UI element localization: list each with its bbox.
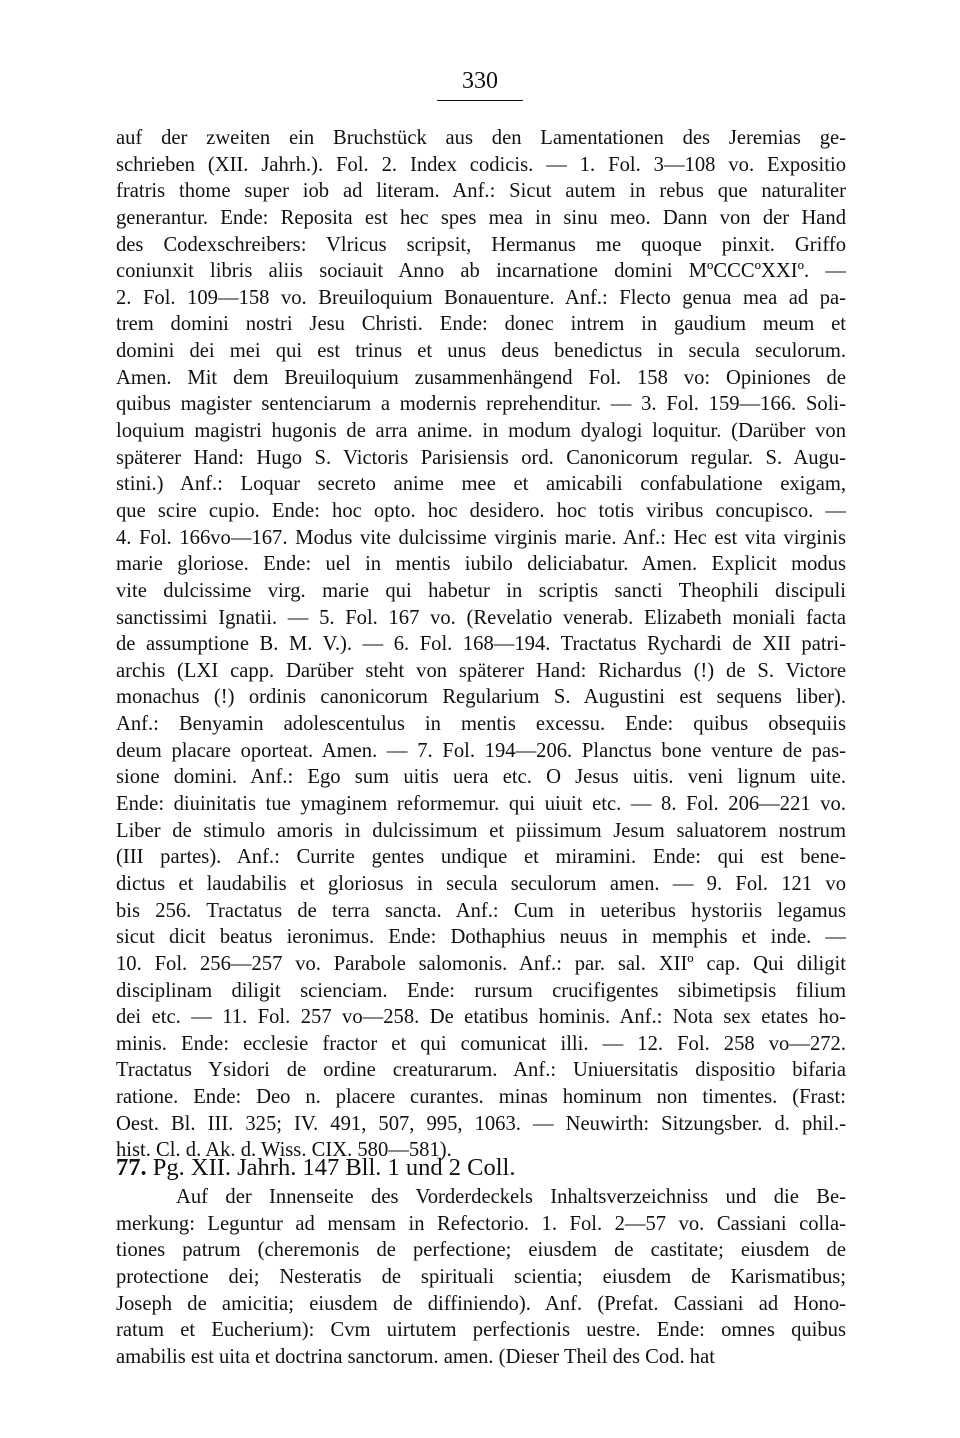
text-line: 4. Fol. 166vo—167. Modus vite dulcissime virginis marie. Anf.: Hec est vita virginis <box>116 526 846 549</box>
text-line: sione domini. Anf.: Ego sum uitis uera etc. O Jesus uitis. veni lignum uite. <box>116 766 846 789</box>
page-number: 330 <box>462 68 498 94</box>
text-line: 2. Fol. 109—158 vo. Breuiloquium Bonauenture. Anf.: Flecto genua mea ad pa- <box>116 286 846 309</box>
text-line: minis. Ende: ecclesie fractor et qui comunicat illi. — 12. Fol. 258 vo—272. <box>116 1032 846 1055</box>
text-line: tiones patrum (cheremonis de perfectione; eiusdem de castitate; eiusdem de <box>116 1239 846 1262</box>
text-line: deum placare oporteat. Amen. — 7. Fol. 194—206. Planctus bone venture de pas- <box>116 739 846 762</box>
text-line: loquium magistri hugonis de arra anime. in modum dyalogi loquitur. (Darüber von <box>116 420 846 443</box>
text-line: dictus et laudabilis et gloriosus in secula seculorum amen. — 9. Fol. 121 vo <box>116 872 846 895</box>
text-line: Tractatus Ysidori de ordine creaturarum. Anf.: Uniuersitatis dispositio bifaria <box>116 1059 846 1082</box>
text-line: quibus magister sentenciarum a modernis reprehenditur. — 3. Fol. 159—166. Soli- <box>116 393 846 416</box>
text-line: Oest. Bl. III. 325; IV. 491, 507, 995, 1063. — Neuwirth: Sitzungsber. d. phil.- <box>116 1112 846 1135</box>
text-line: Anf.: Benyamin adolescentulus in mentis excessu. Ende: quibus obsequiis <box>116 713 846 736</box>
text-line: dei etc. — 11. Fol. 257 vo—258. De etatibus hominis. Anf.: Nota sex etates ho- <box>116 1006 846 1029</box>
text-line: domini dei mei qui est trinus et unus deus benedictus in secula seculorum. <box>116 340 846 363</box>
entry-title: Pg. XII. Jahrh. 147 Bll. 1 und 2 Coll. <box>152 1154 516 1181</box>
text-line: stini.) Anf.: Loquar secreto anime mee et amicabili confabulatione exigam, <box>116 473 846 496</box>
text-line: späterer Hand: Hugo S. Victoris Parisiensis ord. Canonicorum regular. S. Augu- <box>116 446 846 469</box>
entry-number: 77. <box>116 1154 147 1181</box>
text-line: auf der zweiten ein Bruchstück aus den Lamentationen des Jeremias ge- <box>116 127 846 149</box>
text-line: sicut dicit beatus ieronimus. Ende: Dothaphius neuus in memphis et inde. — <box>116 926 846 949</box>
text-line: de assumptione B. M. V.). — 6. Fol. 168—194. Tractatus Rychardi de XII patri- <box>116 633 846 656</box>
text-line: bis 256. Tractatus de terra sancta. Anf.: Cum in ueteribus hystoriis legamus <box>116 899 846 922</box>
text-line: disciplinam diligit scienciam. Ende: rursum crucifigentes sibimetipsis filium <box>116 979 846 1002</box>
text-line: Auf der Innenseite des Vorderdeckels Inhaltsverzeichniss und die Be- <box>176 1186 846 1208</box>
catalog-entry-76-text <box>116 125 846 1164</box>
text-line: Liber de stimulo amoris in dulcissimum et piissimum Jesum saluatorem nostrum <box>116 819 846 842</box>
text-line: vite dulcissime virg. marie qui habetur in scriptis sancti Theophili discipuli <box>116 579 846 602</box>
text-line: merkung: Leguntur ad mensam in Refectorio. 1. Fol. 2—57 vo. Cassiani colla- <box>116 1212 846 1235</box>
text-line: hist. Cl. d. Ak. d. Wiss. CIX. 580—581). <box>116 1139 452 1162</box>
text-line: ratione. Ende: Deo n. placere curantes. minas hominum non timentes. (Frast: <box>116 1086 846 1109</box>
text-line: (III partes). Anf.: Currite gentes undique et miramini. Ende: qui est bene- <box>116 846 846 869</box>
text-line: des Codexschreibers: Vlricus scripsit, Hermanus me quoque pinxit. Griffo <box>116 233 846 256</box>
text-line: archis (LXI capp. Darüber steht von späterer Hand: Richardus (!) de S. Victore <box>116 659 846 682</box>
text-line: ratum et Eucherium): Cvm uirtutem perfectionis uestre. Ende: omnes quibus <box>116 1319 846 1342</box>
text-line: sanctissimi Ignatii. — 5. Fol. 167 vo. (Revelatio venerab. Elizabeth moniali facta <box>116 606 846 629</box>
text-line: Ende: diuinitatis tue ymaginem reformemur. qui uiuit etc. — 8. Fol. 206—221 vo. <box>116 793 846 816</box>
text-line: protectione dei; Nesteratis de spirituali scientia; eiusdem de Karismatibus; <box>116 1265 846 1288</box>
entry-heading <box>116 1152 846 1184</box>
text-line: coniunxit libris aliis sociauit Anno ab incarnatione domini MºCCCºXXIº. — <box>116 260 846 283</box>
text-line: trem domini nostri Jesu Christi. Ende: donec intrem in gaudium meum et <box>116 313 846 336</box>
text-line: generantur. Ende: Reposita est hec spes mea in sinu meo. Dann von der Hand <box>116 206 846 229</box>
catalog-entry-77-text <box>116 1184 846 1370</box>
page-number-rule <box>437 100 523 101</box>
text-line: Joseph de amicitia; eiusdem de diffiniendo). Anf. (Prefat. Cassiani ad Hono- <box>116 1292 846 1315</box>
text-line: amabilis est uita et doctrina sanctorum. amen. (Dieser Theil des Cod. hat <box>116 1345 715 1368</box>
text-line: schrieben (XII. Jahrh.). Fol. 2. Index codicis. — 1. Fol. 3—108 vo. Expositio <box>116 153 846 176</box>
text-line: que scire cupio. Ende: hoc opto. hoc desidero. hoc totis viribus concupisco. — <box>116 499 846 522</box>
text-line: 10. Fol. 256—257 vo. Parabole salomonis. Anf.: par. sal. XIIº cap. Qui diligit <box>116 952 846 975</box>
text-line: fratris thome super iob ad literam. Anf.: Sicut autem in rebus que naturaliter <box>116 180 846 203</box>
text-line: monachus (!) ordinis canonicorum Regularium S. Augustini est sequens liber). <box>116 686 846 709</box>
text-line: marie gloriose. Ende: uel in mentis iubilo deliciabatur. Amen. Explicit modus <box>116 553 846 576</box>
text-line: Amen. Mit dem Breuiloquium zusammenhängend Fol. 158 vo: Opiniones de <box>116 366 846 389</box>
